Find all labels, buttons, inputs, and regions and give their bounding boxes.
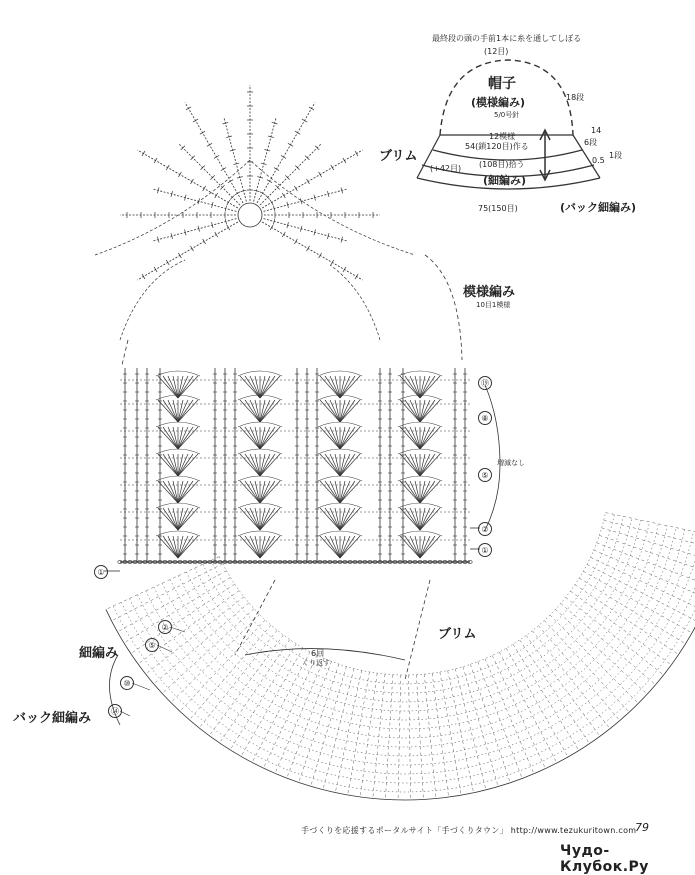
brim-stitch xyxy=(526,635,600,736)
crown-tick xyxy=(142,151,145,156)
fan-arc xyxy=(398,371,442,376)
watermark-text: Чудо-Клубок.Ру xyxy=(560,843,649,875)
row-marker-19: ⑲ xyxy=(478,376,492,390)
fan-stitch xyxy=(320,427,340,449)
crown-tick xyxy=(319,253,322,258)
fan-stitch xyxy=(320,454,340,476)
no-change-note: 増減なし xyxy=(497,459,525,467)
top-note: 最終段の頭の手前1本に糸を通してしぼる xyxy=(432,34,582,43)
fan-stitch xyxy=(330,376,340,398)
crown-tick xyxy=(166,260,169,265)
crown-tick xyxy=(215,232,218,237)
fan-stitch xyxy=(420,481,430,503)
brim-stitch xyxy=(335,670,361,792)
brim-stitch xyxy=(398,675,401,800)
brim-label: ブリム xyxy=(438,627,477,642)
fan-stitch xyxy=(420,454,430,476)
crown-tick xyxy=(295,131,300,134)
fan-stitch xyxy=(260,376,270,398)
crown-spoke xyxy=(260,144,321,205)
needle-size: 5/0号針 xyxy=(494,111,520,119)
fan-stitch xyxy=(240,427,260,449)
fan-stitch xyxy=(250,536,260,558)
schematic-brim-label: ブリム xyxy=(379,149,418,164)
fan-stitch xyxy=(178,427,198,449)
crown-tick xyxy=(355,274,358,279)
fan-stitch xyxy=(168,376,178,398)
crown-tick xyxy=(190,246,193,251)
crown-left-dash xyxy=(122,340,128,365)
crown-tick xyxy=(227,225,230,230)
crown-tick xyxy=(228,180,233,183)
brim-line-2 xyxy=(422,165,594,177)
crown-tick xyxy=(142,274,145,279)
sc-bracket xyxy=(109,655,120,725)
brim-stitch xyxy=(154,603,249,684)
crown-tick xyxy=(307,179,310,184)
fan-stitch xyxy=(410,376,420,398)
brim-stitch xyxy=(409,675,411,800)
fan-stitch xyxy=(410,508,420,530)
fan-stitch xyxy=(340,400,350,422)
brim-stitch xyxy=(263,655,317,768)
fan-stitch xyxy=(178,454,198,476)
fan-arc xyxy=(156,476,200,481)
brim-stitch xyxy=(590,557,695,610)
fan-arc xyxy=(156,531,200,536)
brim-stitch xyxy=(583,571,692,633)
fan-arc xyxy=(318,422,362,427)
fan-stitch xyxy=(260,427,270,449)
crown-tick xyxy=(178,172,181,177)
fan-stitch xyxy=(420,508,440,530)
crown-tick xyxy=(166,165,169,170)
fan-stitch xyxy=(260,376,280,398)
brim-outer-edge xyxy=(106,539,695,800)
fan-stitch xyxy=(178,536,198,558)
brim-stitch xyxy=(599,535,695,575)
row-marker-2: ② xyxy=(478,522,492,536)
guide-right xyxy=(405,580,430,680)
fan-stitch xyxy=(250,427,260,449)
schematic-back-sc: (バック細編み) xyxy=(560,201,637,214)
fan-stitch xyxy=(260,508,270,530)
fan-stitch xyxy=(340,481,350,503)
fan-stitch xyxy=(178,481,188,503)
hat-pattern-title: (模様編み) xyxy=(471,96,526,109)
fan-stitch xyxy=(420,427,430,449)
brim-stitch xyxy=(455,669,486,790)
brim-stitch xyxy=(440,672,461,795)
brim-stitch xyxy=(432,673,449,797)
brim-stitch xyxy=(579,578,685,644)
brim-marker-5: ⑤ xyxy=(145,638,159,652)
fan-arc xyxy=(398,449,442,454)
fan-stitch xyxy=(250,508,260,530)
fan-stitch xyxy=(340,454,350,476)
repeat-note: 12模様 xyxy=(489,132,516,141)
crown-tick xyxy=(154,158,157,163)
brim-stitch xyxy=(124,577,230,642)
fan-stitch xyxy=(158,376,178,398)
brim-stitch xyxy=(323,669,354,790)
brim-right-edge xyxy=(573,135,600,178)
no-change-bracket xyxy=(485,385,500,530)
fan-stitch xyxy=(168,400,178,422)
crown-tick xyxy=(186,107,191,110)
fan-stitch xyxy=(178,376,198,398)
fan-stitch xyxy=(178,376,188,398)
brim-row xyxy=(138,531,694,765)
crown-tick xyxy=(294,239,297,244)
crown-tick xyxy=(282,232,285,237)
fan-stitch xyxy=(340,536,350,558)
crown-tick xyxy=(288,143,293,146)
hat-crown-outline xyxy=(440,60,573,135)
fan-arc xyxy=(238,371,282,376)
leader-10 xyxy=(132,683,150,690)
schematic-sc-label: (細編み) xyxy=(483,174,527,187)
brim-stitch xyxy=(416,675,423,800)
crown-spoke xyxy=(185,102,243,202)
brim-stitch xyxy=(597,543,695,587)
brim-stitch xyxy=(550,615,638,703)
sc-label: 細編み xyxy=(79,646,119,661)
crown-tick xyxy=(302,119,307,122)
fan-arc xyxy=(318,476,362,481)
fan-stitch xyxy=(320,536,340,558)
fan-arc xyxy=(398,422,442,427)
fan-stitch xyxy=(420,508,430,530)
fan-arc xyxy=(156,422,200,427)
fan-stitch xyxy=(330,400,340,422)
brim-stitch xyxy=(485,659,534,774)
crown-tick xyxy=(154,267,157,272)
brim-row xyxy=(170,524,658,729)
fan-stitch xyxy=(330,454,340,476)
brim-stitch xyxy=(492,655,545,768)
fan-stitch xyxy=(240,454,260,476)
crown-tick xyxy=(270,200,273,205)
fan-stitch xyxy=(178,508,198,530)
hat-title: 帽子 xyxy=(488,76,516,92)
brim-stitch xyxy=(478,662,522,779)
fan-stitch xyxy=(340,400,360,422)
fan-stitch xyxy=(168,536,178,558)
crown-tick xyxy=(227,200,230,205)
fan-stitch xyxy=(340,536,360,558)
fan-stitch xyxy=(420,400,440,422)
brim-stitch xyxy=(162,609,254,694)
brim-stitch xyxy=(513,644,579,750)
fan-arc xyxy=(318,371,362,376)
crown-tick xyxy=(203,186,206,191)
fan-stitch xyxy=(320,376,340,398)
crown-left-arc xyxy=(120,260,185,340)
crown-tick xyxy=(319,172,322,177)
crown-tick xyxy=(281,155,286,158)
crown-tick xyxy=(355,151,358,156)
brim-stitch xyxy=(538,626,619,721)
fan-stitch xyxy=(330,481,340,503)
fan-stitch xyxy=(260,481,280,503)
fan-stitch xyxy=(420,427,440,449)
fan-arc xyxy=(156,371,200,376)
fan-stitch xyxy=(260,481,270,503)
fan-stitch xyxy=(178,400,188,422)
rows-1: 1段 xyxy=(609,151,623,160)
brim-marker-2: ② xyxy=(158,620,172,634)
crown-tick xyxy=(260,192,265,195)
chain-note: 54(鎖120目)作る xyxy=(465,142,529,151)
crown-outer-arc xyxy=(95,160,415,255)
brim-row xyxy=(129,533,695,774)
crown-count: (12目) xyxy=(484,47,509,56)
brim-stitch xyxy=(180,620,265,711)
crown-tick xyxy=(307,246,310,251)
fan-stitch xyxy=(240,376,260,398)
crown-tick xyxy=(193,119,198,122)
fan-arc xyxy=(238,422,282,427)
fan-stitch xyxy=(420,400,430,422)
rows-14-note: 14 xyxy=(591,126,602,135)
fan-stitch xyxy=(260,400,270,422)
crown-tick xyxy=(331,165,334,170)
fan-stitch xyxy=(260,400,280,422)
crown-tick xyxy=(270,225,273,230)
fan-stitch xyxy=(250,376,260,398)
leader-2 xyxy=(170,627,185,632)
fan-arc xyxy=(238,503,282,508)
fan-stitch xyxy=(320,481,340,503)
fan-stitch xyxy=(178,481,198,503)
fan-arc xyxy=(238,531,282,536)
fan-stitch xyxy=(168,427,178,449)
brim-stitch xyxy=(131,584,235,654)
fan-stitch xyxy=(260,508,280,530)
brim-stitch xyxy=(532,631,610,729)
crown-tick xyxy=(309,107,314,110)
fan-stitch xyxy=(158,536,178,558)
row-marker-8: ⑧ xyxy=(478,411,492,425)
brim-stitch xyxy=(171,614,260,702)
fan-stitch xyxy=(340,427,360,449)
increase-note: (+42目) xyxy=(430,164,462,173)
crown-tick xyxy=(267,180,272,183)
crown-tick xyxy=(215,193,218,198)
fan-stitch xyxy=(420,454,440,476)
fan-stitch xyxy=(178,536,188,558)
fan-stitch xyxy=(410,427,420,449)
brim-stitch xyxy=(138,590,239,663)
crown-right-arc xyxy=(330,265,380,340)
crown-tick xyxy=(294,186,297,191)
fan-stitch xyxy=(260,427,280,449)
brim-stitch xyxy=(189,625,271,720)
crown-tick xyxy=(221,168,226,171)
fan-stitch xyxy=(168,454,178,476)
brim-left-edge xyxy=(417,135,440,178)
crown-spoke xyxy=(179,144,240,205)
fan-stitch xyxy=(330,536,340,558)
fan-stitch xyxy=(178,427,188,449)
fan-stitch xyxy=(260,454,280,476)
brim-stitch xyxy=(209,635,283,736)
fan-stitch xyxy=(330,427,340,449)
brim-stitch xyxy=(117,571,226,632)
brim-stitch xyxy=(555,609,647,694)
fan-arc xyxy=(398,503,442,508)
brim-stitch xyxy=(594,550,695,599)
crown-spoke xyxy=(257,102,315,202)
repeat-sub: くり返す xyxy=(302,659,330,667)
fan-arc xyxy=(238,449,282,454)
brim-stitch xyxy=(252,652,310,763)
crown-tick xyxy=(282,193,285,198)
brim-stitch xyxy=(606,513,695,539)
crown-tick xyxy=(274,168,279,171)
fan-stitch xyxy=(340,427,350,449)
brim-stitch xyxy=(604,520,695,551)
brim-stitch xyxy=(299,664,339,782)
back-sc-label: バック細編み xyxy=(13,711,92,726)
fan-stitch xyxy=(410,400,420,422)
fan-stitch xyxy=(240,400,260,422)
brim-stitch xyxy=(220,640,290,743)
brim-line-3 xyxy=(417,178,600,189)
row-marker-1: ① xyxy=(478,543,492,557)
crown-center-ring xyxy=(238,203,262,227)
crown-tick xyxy=(235,192,240,195)
fan-stitch xyxy=(410,454,420,476)
brim-stitch xyxy=(287,661,332,778)
brim-marker-10: ⑩ xyxy=(120,676,134,690)
crown-spoke xyxy=(137,222,237,280)
brim-stitch xyxy=(470,664,510,782)
crown-tick xyxy=(178,253,181,258)
fan-stitch xyxy=(320,508,340,530)
fan-stitch xyxy=(420,536,440,558)
fan-arc xyxy=(156,449,200,454)
crown-spoke xyxy=(262,150,362,208)
leader-14 xyxy=(120,711,130,716)
row-marker-5: ⑤ xyxy=(478,468,492,482)
crown-spoke xyxy=(262,222,362,280)
fan-stitch xyxy=(240,536,260,558)
fan-stitch xyxy=(340,508,350,530)
fan-stitch xyxy=(168,481,178,503)
fan-stitch xyxy=(420,376,440,398)
rows-6: 6段 xyxy=(584,138,598,147)
crown-tick xyxy=(214,155,219,158)
bottom-count: 75(150目) xyxy=(478,204,518,213)
fan-arc xyxy=(156,503,200,508)
fan-arc xyxy=(398,476,442,481)
left-marker-1: ① xyxy=(94,565,108,579)
fan-stitch xyxy=(168,508,178,530)
fan-stitch xyxy=(260,454,270,476)
fan-stitch xyxy=(340,481,360,503)
fan-arc xyxy=(238,476,282,481)
crown-tick xyxy=(203,239,206,244)
brim-stitch xyxy=(499,652,557,763)
crown-spoke xyxy=(137,150,237,208)
crown-tick xyxy=(331,260,334,265)
fan-stitch xyxy=(250,481,260,503)
fan-stitch xyxy=(330,508,340,530)
fan-stitch xyxy=(340,376,350,398)
fan-stitch xyxy=(260,536,270,558)
fan-arc xyxy=(318,531,362,536)
fan-stitch xyxy=(178,454,188,476)
brim-stitch xyxy=(506,648,568,757)
footer-text: 手づくりを応援するポータルサイト「手づくりタウン」 http://www.tezukuritown.com xyxy=(301,826,637,835)
fan-stitch xyxy=(410,536,420,558)
fan-stitch xyxy=(250,400,260,422)
fan-stitch xyxy=(260,536,280,558)
brim-line-1 xyxy=(433,150,582,160)
fan-stitch xyxy=(420,536,430,558)
brim-stitch xyxy=(348,672,370,795)
fan-stitch xyxy=(340,454,360,476)
rows-18: 18段 xyxy=(566,93,585,102)
crown-tick xyxy=(200,131,205,134)
crown-tick xyxy=(343,267,346,272)
fan-stitch xyxy=(340,508,360,530)
fan-stitch xyxy=(410,481,420,503)
crown-tick xyxy=(343,158,346,163)
brim-stitch xyxy=(575,585,679,655)
brim-count: (108目)拾う xyxy=(479,160,525,169)
brim-stitch xyxy=(570,591,671,665)
fan-stitch xyxy=(250,454,260,476)
fan-stitch xyxy=(340,376,360,398)
crown-tick xyxy=(207,143,212,146)
fan-stitch xyxy=(240,481,260,503)
brim-stitch xyxy=(241,648,303,756)
repeat-count: 6回 xyxy=(311,649,325,658)
brim-stitch xyxy=(520,640,590,744)
brim-stitch xyxy=(385,675,392,800)
fan-arc xyxy=(398,531,442,536)
brim-marker-14: ⑭ xyxy=(108,704,122,718)
fan-stitch xyxy=(240,508,260,530)
fan-stitch xyxy=(320,400,340,422)
brim-stitch xyxy=(544,620,629,712)
brim-stitch xyxy=(448,671,474,793)
brim-stitch xyxy=(587,564,695,622)
fan-stitch xyxy=(420,376,430,398)
crown-side-dash xyxy=(425,255,462,360)
crown-tick xyxy=(190,179,193,184)
pattern-sub: 10目1模様 xyxy=(476,301,511,309)
fan-stitch xyxy=(178,400,198,422)
page-number: 79 xyxy=(635,821,649,834)
brim-stitch xyxy=(275,658,324,773)
len-05: 0.5 xyxy=(592,156,605,165)
brim-stitch xyxy=(146,597,244,674)
pattern-label: 模様編み xyxy=(463,285,516,300)
fan-stitch xyxy=(420,481,440,503)
fan-arc xyxy=(318,503,362,508)
fan-stitch xyxy=(178,508,188,530)
fan-arc xyxy=(318,449,362,454)
